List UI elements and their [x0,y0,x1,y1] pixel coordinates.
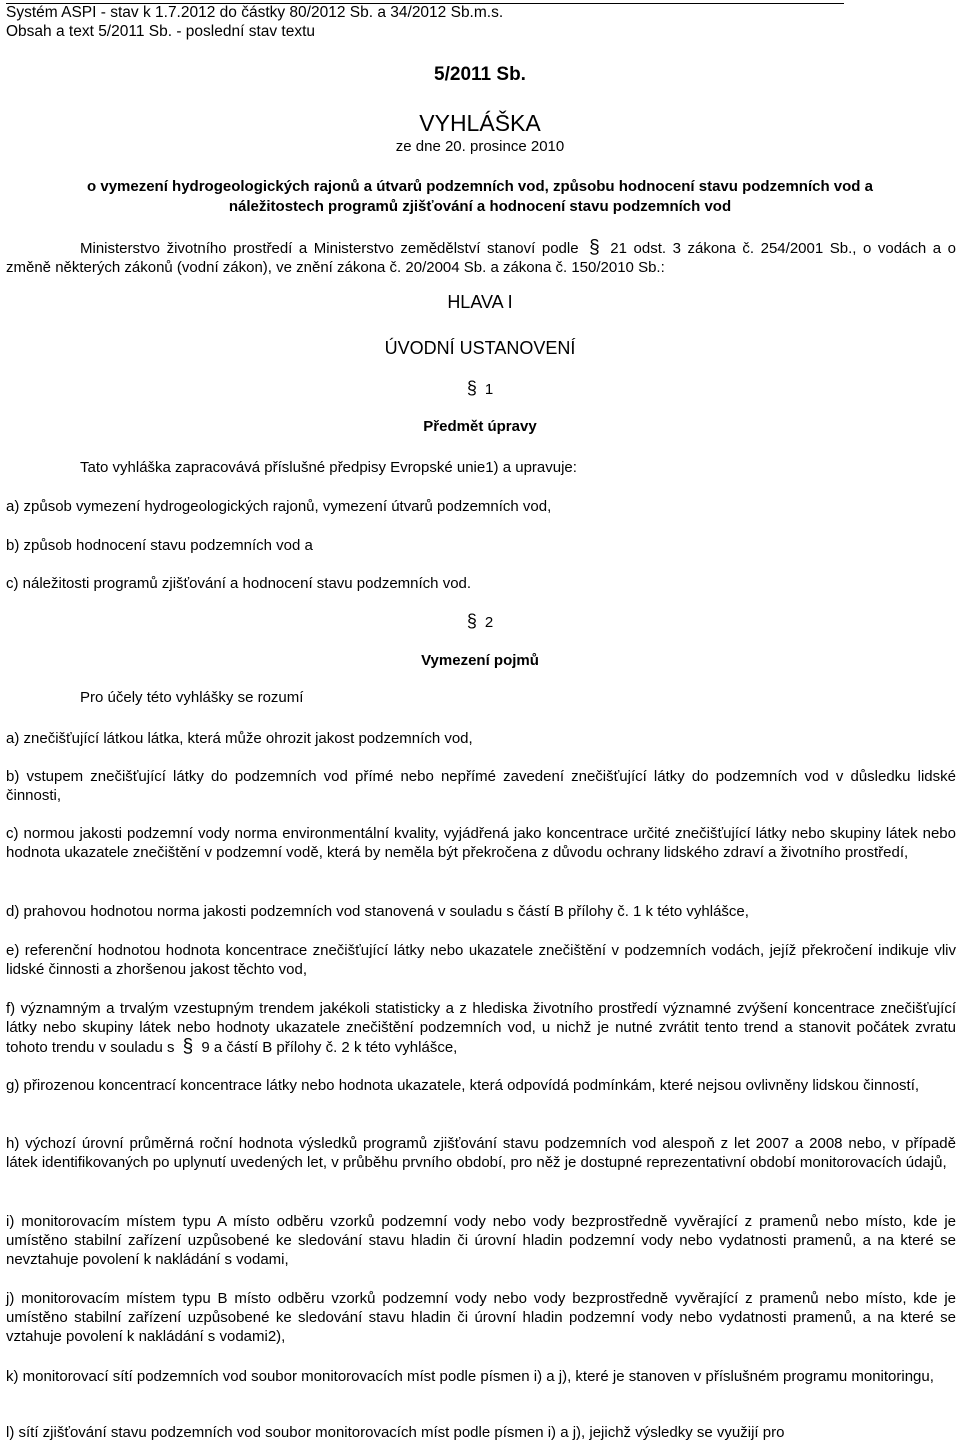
section-2-title: Vymezení pojmů [421,652,539,669]
definition-h: h) výchozí úrovní průměrná roční hodnota výsledků programů zjišťování stavu podzemních vod alespoň z let 2007 a 2008 nebo, v případě látek identifikovaných po uplynutí uvedených let, v průběhu prvního období, pro něž je dostupné reprezentativní období monitorovacích údajů, [6,1135,956,1171]
chapter-title: ÚVODNÍ USTANOVENÍ [384,338,576,358]
header-rule [6,3,844,4]
definition-c: c) normou jakosti podzemní vody norma environmentální kvality, vyjádřená jako koncentrace určité znečišťující látky nebo skupiny látek nebo hodnota ukazatele znečištění v podzemní vodě, která by neměla být překročena z důvodu ochrany lidského zdraví a životního prostředí, [6,825,956,861]
section-sign-icon: § [589,237,600,258]
preamble-text-1: Ministerstvo životního prostředí a Ministerstvo zemědělství stanoví podle [80,240,579,257]
definition-g: g) přirozenou koncentrací koncentrace látky nebo hodnota ukazatele, která odpovídá podmínkám, které nejsou ovlivněny lidskou činností, [6,1077,920,1094]
definition-f [6,999,956,1057]
document-title-line-2: náležitostech programů zjišťování a hodnocení stavu podzemních vod [228,198,732,215]
section-1-item-b: b) způsob hodnocení stavu podzemních vod a [6,537,313,554]
preamble [6,238,956,277]
section-sign-icon: § [466,611,477,631]
aspi-header [6,3,846,41]
section-2-heading [6,611,954,632]
section-1-heading [6,378,954,399]
definition-a: a) znečišťující látkou látka, která může ohrozit jakost podzemních vod, [6,730,473,747]
document-date: ze dne 20. prosince 2010 [395,138,565,155]
law-number: 5/2011 Sb. [434,64,526,85]
definition-e: e) referenční hodnotou hodnota koncentrace znečišťující látky nebo ukazatele znečištění v podzemních vodách, jejíž překročení indikuje vliv lidské činnosti a zhoršenou jakost těchto vod, [6,942,956,978]
definition-f-text-1: f) významným a trvalým vzestupným trendem jakékoli statisticky a z hlediska životního prostředí významné zvýšení koncentrace znečišťující látky nebo skupiny látek nebo hodnoty ukazatele znečištění podzemních vod, u nichž je nutné zvrátit tento trend a stanovit počátek zvratu tohoto trendu v souladu s [6,1000,956,1056]
document-title [6,177,954,217]
section-2-number: 2 [484,614,494,631]
definition-f-text-2: 9 a částí B přílohy č. 2 k této vyhlášce, [201,1039,458,1056]
definition-l: l) sítí zjišťování stavu podzemních vod soubor monitorovacích míst podle písmen i) a j), jejichž výsledky se využijí pro [6,1424,785,1441]
header-line-2: Obsah a text 5/2011 Sb. - poslední stav textu [6,23,316,40]
section-1-intro: Tato vyhláška zapracovává příslušné předpisy Evropské unie1) a upravuje: [80,459,577,476]
section-1-item-c: c) náležitosti programů zjišťování a hodnocení stavu podzemních vod. [6,575,472,592]
section-sign-icon: § [466,378,477,398]
section-sign-icon: § [182,1036,194,1057]
section-1-number: 1 [484,381,494,398]
definition-d: d) prahovou hodnotou norma jakosti podzemních vod stanovená v souladu s částí B přílohy č. 1 k této vyhlášce, [6,903,749,920]
definition-b: b) vstupem znečišťující látky do podzemních vod přímé nebo nepřímé zavedení znečišťující látky do podzemních vod v důsledku lidské činnosti, [6,768,956,804]
section-1-title: Předmět úpravy [423,418,537,435]
section-2-intro: Pro účely této vyhlášky se rozumí [80,689,304,706]
document-title-line-1: o vymezení hydrogeologických rajonů a útvarů podzemních vod, způsobu hodnocení stavu podzemních vod a [87,178,873,195]
section-1-item-a: a) způsob vymezení hydrogeologických rajonů, vymezení útvarů podzemních vod, [6,498,552,515]
document-type: VYHLÁŠKA [419,110,541,136]
definition-k: k) monitorovací sítí podzemních vod soubor monitorovacích míst podle písmen i) a j), které je stanoven v příslušném programu monitoringu, [6,1368,934,1385]
header-line-1: Systém ASPI - stav k 1.7.2012 do částky 80/2012 Sb. a 34/2012 Sb.m.s. [6,4,504,21]
chapter-label: HLAVA I [447,292,513,312]
definition-j: j) monitorovacím místem typu B místo odběru vzorků podzemní vody nebo vody bezprostředně vyvěrající z pramenů nebo místo, kde je umístěno stabilní zařízení uzpůsobené ke sledování stavu hladin či úrovní hladin podzemní vody nebo vydatnosti pramenů, a na které se vztahuje povolení k nakládání s vodami2), [6,1290,956,1345]
preamble-text-2: 21 odst. 3 zákona č. 254/2001 Sb., o vodách a o změně některých zákonů (vodní zákon), ve znění zákona č. 20/2004 Sb. a zákona č. 150/2010 Sb.: [6,240,957,276]
definition-i: i) monitorovacím místem typu A místo odběru vzorků podzemní vody nebo vody bezprostředně vyvěrající z pramenů nebo místo, kde je umístěno stabilní zařízení uzpůsobené ke sledování stavu hladin či úrovní hladin podzemní vody nebo vydatnosti pramenů, a na které se nevztahuje povolení k nakládání s vodami, [6,1213,956,1268]
